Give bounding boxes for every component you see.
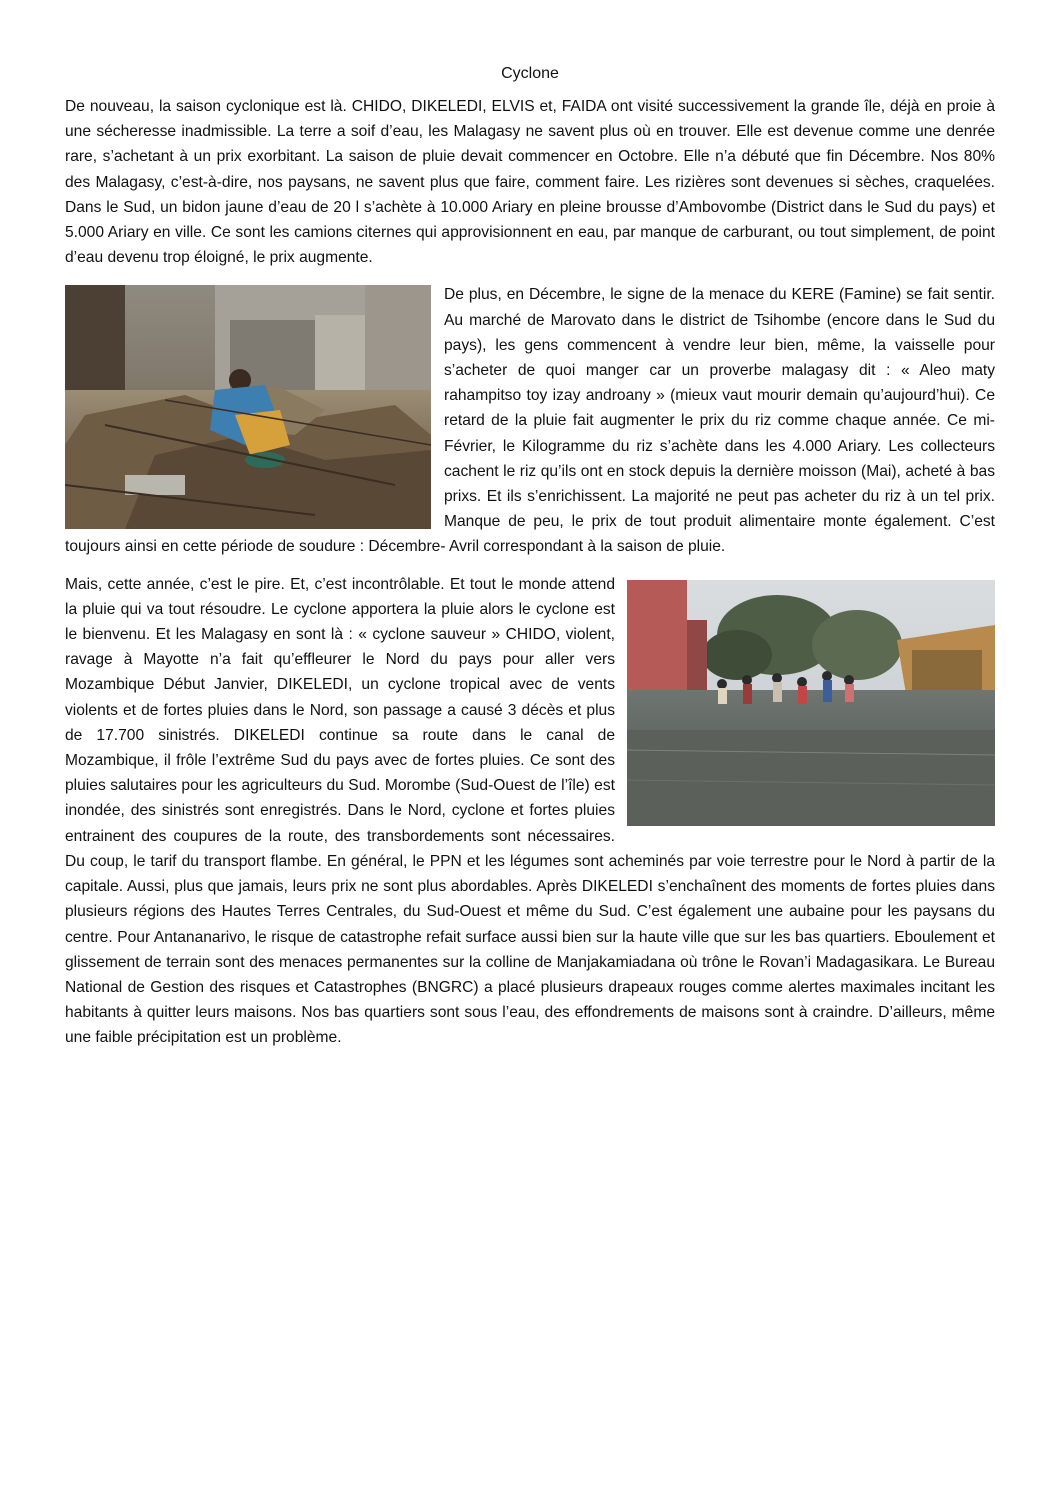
paragraph-cyclones: Mais, cette année, c’est le pire. Et, c’est incontrôlable. Et tout le monde attend la pluie qui va tout résoudre. Le cyclone apportera la pluie alors le cyclone est le bienvenu. Et les Malagasy en sont là : « cyclone sauveur » CHIDO, violent, ravage à Mayotte n’a fait qu’effleurer le Nord du pays pour aller vers Mozambique Début Janvier, DIKELEDI, un cyclone tropical avec de vents violents et de fortes pluies dans le Nord, son passage a causé 3 décès et plus de 17.700 sinistrés. DIKELEDI continue sa route dans le canal de Mozambique, il frôle l’extrême Sud du pays avec de fortes pluies. Ce sont des pluies salutaires pour les agriculteurs du Sud. Morombe (Sud-Ouest de l’île) est inondée, des sinistrés sont enregistrés. Dans le Nord, cyclone et fortes pluies entrainent des coupures de la route, des transbordements sont nécessaires. Du coup, le tarif du transport flambe. En général, le PPN et les légumes sont acheminés par voie terrestre pour le Nord à partir de la capitale. Aussi, plus que jamais, leurs prix ne sont plus abordables. Après DIKELEDI s’enchaînent des moments de fortes pluies dans plusieurs régions des Hautes Terres Centrales, du Sud-Ouest et même du Sud. C’est également une aubaine pour les paysans du centre. Pour Antananarivo, le risque de catastrophe refait surface aussi bien sur la haute ville que sur les bas quartiers. Eboulement et glissement de terrain sont des menaces permanentes sur la colline de Manjakamiadana où trône le Rovan’i Madagasikara. Le Bureau National de Gestion des risques et Catastrophes (BNGRC) a placé plusieurs drapeaux rouges comme alertes maximales incitant les habitants à quitter leurs maisons. Nos bas quartiers sont sous l’eau, des effondrements de maisons sont à craindre. D’ailleurs, même une faible précipitation est un problème. xyxy=(65,575,995,1047)
document-title: Cyclone xyxy=(501,65,559,82)
photo-woman-drought xyxy=(65,285,431,529)
photo-flooded-street xyxy=(627,580,995,826)
paragraph-famine: De plus, en Décembre, le signe de la menace du KERE (Famine) se fait sentir. Au marché de Marovato dans le district de Tsihombe (encore dans le Sud du pays), les gens commencent à vendre leur bien, même, la vaisselle pour s’acheter de quoi manger car un proverbe malagasy dit : « Aleo maty rahampitso toy izay androany » (mieux vaut mourir demain qu’aujourd’hui). Ce retard de la pluie fait augmenter le prix du riz comme chaque année. Ce mi-Février, le Kilogramme du riz s’achète dans les 4.000 Ariary. Les collecteurs cachent le riz qu’ils ont en stock depuis la dernière moisson (Mai), acheté à bas prixs. Et ils s’enrichissent. La majorité ne peut pas acheter du riz à un tel prix. Manque de peu, le prix de tout produit alimentaire monte également. C’est toujours ainsi en cette période de soudure : Décembre- Avril correspondant à la saison de pluie. xyxy=(65,286,995,556)
paragraph-intro: De nouveau, la saison cyclonique est là. CHIDO, DIKELEDI, ELVIS et, FAIDA ont visité successivement la grande île, déjà en proie à une sécheresse inadmissible. La terre a soif d’eau, les Malagasy ne savent plus où en trouver. Elle est devenue comme une denrée rare, s’achetant à un prix exorbitant. La saison de pluie devait commencer en Octobre. Elle n’a débuté que fin Décembre. Nos 80% des Malagasy, c’est-à-dire, nos paysans, ne savent plus que faire, comment faire. Les rizières sont devenues si sèches, craquelées. Dans le Sud, un bidon jaune d’eau de 20 l s’achète à 10.000 Ariary en pleine brousse d’Ambovombe (District dans le Sud du pays) et 5.000 Ariary en ville. Ce sont les camions citernes qui approvisionnent en eau, par manque de carburant, ou tout simplement, de point d’eau devenu trop éloigné, le prix augmente. xyxy=(65,98,995,267)
document-page xyxy=(65,62,995,1051)
